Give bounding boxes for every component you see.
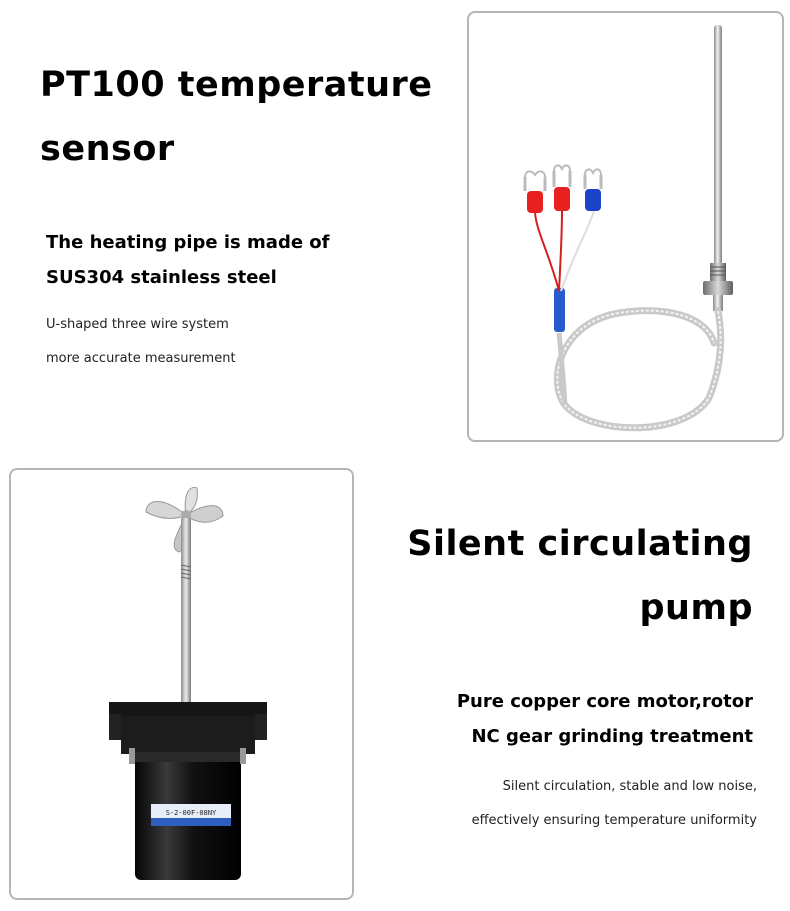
pump-description-line-1: Silent circulation, stable and low noise, [502,779,757,794]
pump-title [353,512,753,640]
pump-subtitle-line-1: Pure copper core motor,rotor [456,691,753,712]
probe-thread [710,263,726,281]
sensor-subtitle [46,225,446,295]
probe-hex-nut [703,281,733,295]
mounting-bracket [109,702,267,716]
pump-image-frame [9,468,354,900]
sensor-title-line-2: sensor [40,129,175,169]
terminal-red-left [525,171,545,213]
sensor-title [40,53,460,181]
sensor-subtitle-line-1: The heating pipe is made of [46,232,330,253]
pump-subtitle-line-2: NC gear grinding treatment [471,726,753,747]
pump-title-line-1: Silent circulating [407,524,753,564]
pump-title-line-2: pump [639,588,753,628]
pump-description [337,770,757,838]
sensor-description [46,308,446,376]
pt100-sensor-image [469,13,782,440]
sensor-description-line-1: U-shaped three wire system [46,317,229,332]
sensor-image-frame [467,11,784,442]
sensor-description-line-2: more accurate measurement [46,351,236,366]
wire-red-middle [559,211,562,291]
wire-red-left [535,211,559,291]
motor-label-text: S-2-00F-08NY [165,809,217,817]
blue-sleeve [554,288,565,332]
terminal-red-middle [554,165,570,211]
wire-white [561,211,594,291]
pump-subtitle [333,684,753,754]
probe-rod [714,25,722,265]
pump-description-line-2: effectively ensuring temperature uniformity [471,813,757,828]
sensor-subtitle-line-2: SUS304 stainless steel [46,267,277,288]
circulating-pump-image [11,470,352,898]
sensor-title-line-1: PT100 temperature [40,65,433,105]
terminal-blue [585,169,601,211]
